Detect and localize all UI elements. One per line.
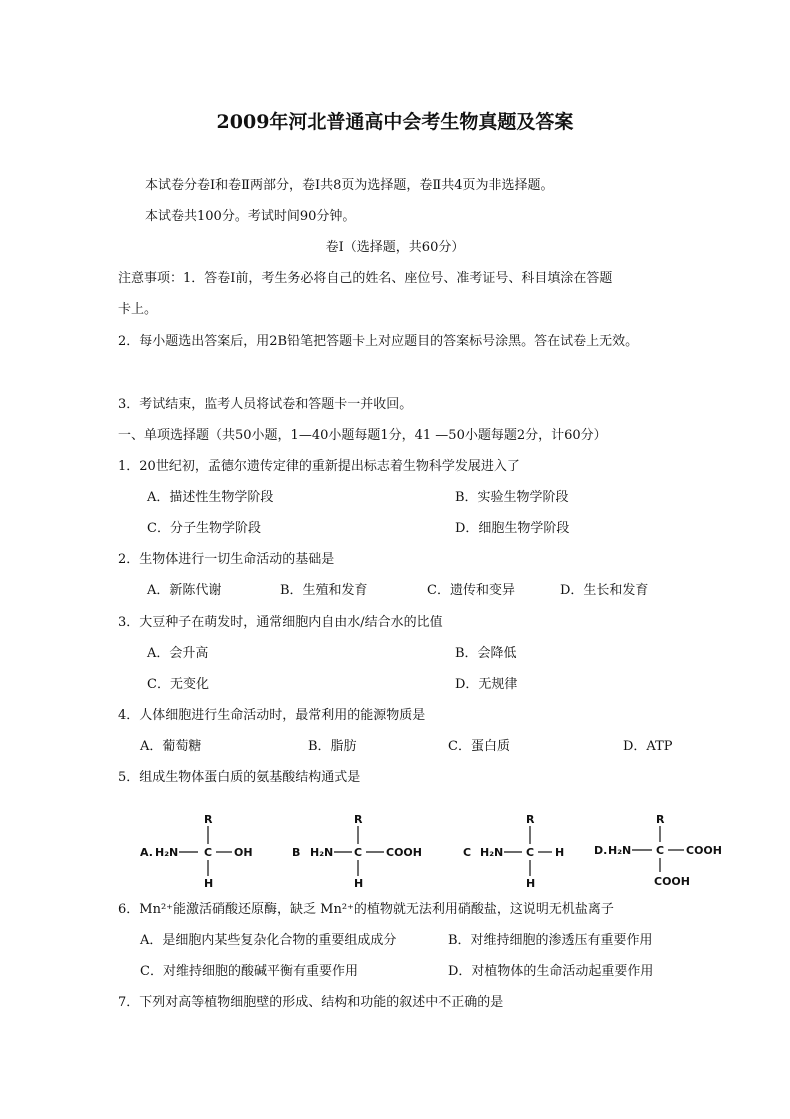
formula-c-h-bottom: H bbox=[526, 877, 536, 890]
q3-option-a: A．会升高 bbox=[147, 646, 209, 661]
q2-option-b: B．生殖和发育 bbox=[280, 583, 368, 598]
q6-option-a: A．是细胞内某些复杂化合物的重要组成成分 bbox=[140, 933, 397, 948]
formula-c-nh2: H₂N bbox=[480, 846, 504, 859]
formula-d-r: R bbox=[656, 813, 665, 826]
q2-option-a: A．新陈代谢 bbox=[147, 583, 222, 598]
formula-a-c: C bbox=[204, 846, 213, 859]
q1-option-d: D．细胞生物学阶段 bbox=[455, 521, 570, 536]
q4-option-d: D．ATP bbox=[623, 739, 673, 754]
q6-option-c: C．对维持细胞的酸碱平衡有重要作用 bbox=[140, 964, 358, 979]
q3-option-b: B．会降低 bbox=[455, 646, 517, 661]
formula-a-label: A. bbox=[140, 846, 153, 859]
note-1b: 卡上。 bbox=[118, 302, 158, 317]
section-heading: 卷Ⅰ（选择题，共60分） bbox=[325, 240, 465, 255]
formula-a-oh: OH bbox=[234, 846, 253, 859]
formula-b bbox=[292, 813, 422, 890]
note-3: 3．考试结束，监考人员将试卷和答题卡一并收回。 bbox=[118, 397, 413, 412]
question-2-stem: 2．生物体进行一切生命活动的基础是 bbox=[118, 552, 335, 567]
q1-option-c: C．分子生物学阶段 bbox=[147, 521, 261, 536]
page-title: 2009年河北普通高中会考生物真题及答案 bbox=[216, 111, 574, 133]
q6-option-b: B．对维持细胞的渗透压有重要作用 bbox=[448, 933, 653, 948]
formula-a-h: H bbox=[204, 877, 214, 890]
q4-option-b: B．脂肪 bbox=[308, 739, 357, 754]
q2-option-c: C．遗传和变异 bbox=[427, 583, 515, 598]
formula-d-nh2: H₂N bbox=[608, 844, 632, 857]
q3-option-c: C．无变化 bbox=[147, 677, 209, 692]
formula-d-c: C bbox=[656, 844, 665, 857]
intro-line-2: 本试卷共100分。考试时间90分钟。 bbox=[145, 209, 356, 224]
formula-b-h: H bbox=[354, 877, 364, 890]
formula-b-nh2: H₂N bbox=[310, 846, 334, 859]
question-6-stem: 6．Mn²⁺能激活硝酸还原酶，缺乏 Mn²⁺的植物就无法利用硝酸盐，这说明无机盐离子 bbox=[118, 902, 614, 917]
part1-heading: 一、单项选择题（共50小题，1—40小题每题1分，41 —50小题每题2分，计60分） bbox=[118, 428, 607, 443]
q6-option-d: D．对植物体的生命活动起重要作用 bbox=[448, 964, 654, 979]
question-3-stem: 3．大豆种子在萌发时，通常细胞内自由水/结合水的比值 bbox=[118, 615, 443, 630]
question-4-stem: 4．人体细胞进行生命活动时，最常利用的能源物质是 bbox=[118, 708, 426, 723]
formula-b-cooh: COOH bbox=[386, 846, 422, 859]
formula-d-cooh-bottom: COOH bbox=[654, 875, 690, 888]
question-7-stem: 7．下列对高等植物细胞壁的形成、结构和功能的叙述中不正确的是 bbox=[118, 995, 504, 1010]
formula-c-h-right: H bbox=[555, 846, 565, 859]
formula-d bbox=[594, 813, 722, 888]
formula-b-label: B bbox=[292, 846, 301, 859]
formula-a bbox=[140, 813, 253, 890]
question-5-stem: 5．组成生物体蛋白质的氨基酸结构通式是 bbox=[118, 770, 361, 785]
formula-a-nh2: H₂N bbox=[155, 846, 179, 859]
formula-d-cooh-right: COOH bbox=[686, 844, 722, 857]
amino-acid-formulas bbox=[140, 812, 740, 894]
q3-option-d: D．无规律 bbox=[455, 677, 518, 692]
formula-c bbox=[463, 813, 564, 890]
question-1-stem: 1．20世纪初，孟德尔遗传定律的重新提出标志着生物科学发展进入了 bbox=[118, 459, 520, 474]
q4-option-c: C．蛋白质 bbox=[448, 739, 510, 754]
formula-b-c: C bbox=[354, 846, 363, 859]
formula-c-r: R bbox=[526, 813, 535, 826]
formula-d-label: D. bbox=[594, 844, 608, 857]
formula-c-c: C bbox=[526, 846, 535, 859]
q1-option-b: B．实验生物学阶段 bbox=[455, 490, 569, 505]
formula-b-r: R bbox=[354, 813, 363, 826]
q2-option-d: D．生长和发育 bbox=[560, 583, 649, 598]
formula-a-r: R bbox=[204, 813, 213, 826]
formula-c-label: C bbox=[463, 846, 472, 859]
intro-line-1: 本试卷分卷Ⅰ和卷Ⅱ两部分，卷Ⅰ共8页为选择题，卷Ⅱ共4页为非选择题。 bbox=[145, 178, 554, 193]
note-1a: 注意事项：1．答卷Ⅰ前，考生务必将自己的姓名、座位号、准考证号、科目填涂在答题 bbox=[118, 271, 613, 286]
q1-option-a: A．描述性生物学阶段 bbox=[147, 490, 274, 505]
q4-option-a: A．葡萄糖 bbox=[140, 739, 202, 754]
note-2: 2．每小题选出答案后，用2B铅笔把答题卡上对应题目的答案标号涂黑。答在试卷上无效。 bbox=[118, 334, 639, 349]
